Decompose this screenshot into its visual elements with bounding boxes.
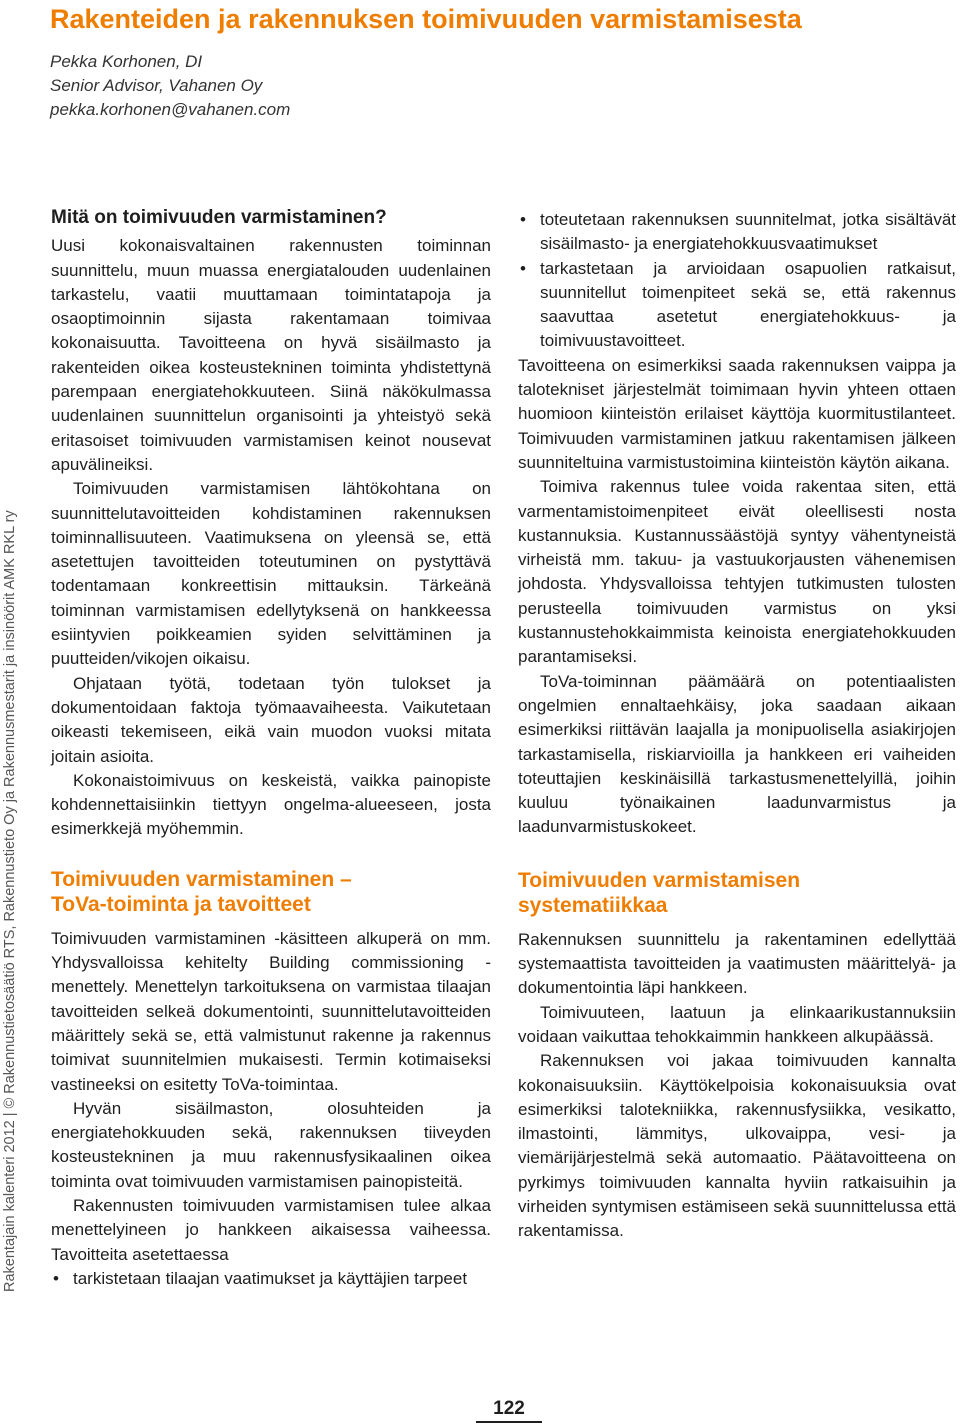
- left-column: [51, 206, 491, 1291]
- list-item: • toteutetaan rakennuksen suunnitelmat, jotka sisältävät sisäilmasto- ja energiatehokkuusvaatimukset: [518, 208, 956, 257]
- section-heading-2-line2: ToVa-toiminta ja tavoitteet: [51, 892, 311, 916]
- bullet-list-left: [51, 1267, 491, 1291]
- section-heading-2-line1: Toimivuuden varmistaminen –: [51, 867, 352, 891]
- author-email: pekka.korhonen@vahanen.com: [50, 100, 291, 119]
- right-column: [518, 208, 956, 1244]
- page-number: 122: [476, 1398, 542, 1423]
- paragraph-11: Rakennuksen suunnittelu ja rakentaminen edellyttää systemaattista tavoitteiden ja vaatimusten määrittelyä- ja dokumentointia läpi hankkeen.: [518, 929, 956, 998]
- paragraph-6: Hyvän sisäilmaston, olosuhteiden ja energiatehokkuuden sekä, rakennuksen tiiveyden kosteustekninen ja muu rakennusfysikaalinen oikea toiminta ovat toimivuuden varmistamisen painopisteitä.: [51, 1098, 491, 1191]
- paragraph-7: Rakennusten toimivuuden varmistamisen tulee alkaa menettelyineen jo hankkeen aikaisessa vaiheessa. Tavoitteita asetettaessa: [51, 1195, 491, 1264]
- paragraph-3: Ohjataan työtä, todetaan työn tulokset ja dokumentoidaan faktoja työmaavaiheesta. Vaikutetaan oikeasti tekemiseen, eikä vain muodon vuoksi mitata joitain asioita.: [51, 673, 491, 766]
- section-heading-1: Mitä on toimivuuden varmistaminen?: [51, 207, 387, 228]
- section-heading-2: [51, 867, 491, 917]
- author-block: [50, 50, 290, 122]
- paragraph-12: Toimivuuteen, laatuun ja elinkaarikustannuksiin voidaan vaikuttaa tehokkaimmin hankkeen alkupäässä.: [518, 1002, 956, 1046]
- paragraph-2: Toimivuuden varmistamisen lähtökohtana on suunnittelutavoitteiden kohdistaminen rakennuksen toiminnallisuuteen. Vaatimuksena on yleensä se, että asetettujen tavoitteiden toteutuminen on pystyttävä todentamaan konkreettisin mittauksin. Tärkeänä toiminnan varmistamisen edellytyksenä on hankkeessa esiintyvien poikkeamien syiden selvittäminen ja puutteiden/vikojen oikaisu.: [51, 479, 491, 669]
- paragraph-1: Uusi kokonaisvaltainen rakennusten toiminnan suunnittelu, muun muassa energiatalouden uudenlainen tarkastelu, vaatii muuttamaan toimintatapoja ja osaoptimoinnin sijasta rakentamaan toimivaa kokonaisuutta. Tavoitteena on hyvä sisäilmasto ja rakenteiden oikea kosteustekninen toiminta yhdistettynä parempaan energiatehokkuuteen. Siinä näkökulmassa uudenlainen suunnittelun organisointi ja yhteistyö sekä eritasoiset toimivuuden varmistamisen keinot nousevat apuvälineiksi.: [51, 236, 491, 474]
- paragraph-13: Rakennuksen voi jakaa toimivuuden kannalta kokonaisuuksiin. Käyttökelpoisia kokonaisuuksia ovat esimerkiksi talotekniikka, rakennusfysiikka, vesikatto, ilmastointi, lämmitys, ulkovaippa, vesi- ja viemärijärjestelmä sekä automaatio. Päätavoitteena on pyrkimys toimivuuden kannalta hyviin ratkaisuihin ja virheiden syntymisen estämiseen sekä suunnittelussa että rakentamissa.: [518, 1051, 956, 1241]
- section-heading-3: [518, 868, 956, 918]
- author-position: Senior Advisor, Vahanen Oy: [50, 76, 263, 95]
- paragraph-5: Toimivuuden varmistaminen -käsitteen alkuperä on mm. Yhdysvalloissa kehitelty Building commissioning -menettely. Menettelyn tarkoituksena on varmistaa tilaajan tavoitteiden selkeä dokumentointi, suunnittelutavoitteiden määrittely sekä se, että valmistunut rakenne ja rakennus toimivat suunnitelmien mukaisesti. Termin kotimaiseksi vastineeksi on esitetty ToVa-toimintaa.: [51, 928, 491, 1094]
- section-heading-3-line2: systematiikkaa: [518, 893, 668, 917]
- list-item: • tarkastetaan ja arvioidaan osapuolien ratkaisut, suunnitellut toimenpiteet sekä se, että rakennus saavuttaa asetetut energiatehokkuus- ja toimivuustavoitteet.: [518, 257, 956, 354]
- author-name: Pekka Korhonen, DI: [50, 52, 203, 71]
- side-credit: Rakentajain kalenteri 2012 | © Rakennustietosäätiö RTS, Rakennustieto Oy ja Rakennusmestarit ja insinöörit AMK RKL ry: [2, 510, 18, 1292]
- paragraph-4: Kokonaistoimivuus on keskeistä, vaikka painopiste kohdennettaisiinkin tiettyyn ongelma-alueeseen, josta esimerkkejä myöhemmin.: [51, 770, 491, 839]
- list-item: • tarkistetaan tilaajan vaatimukset ja käyttäjien tarpeet: [51, 1267, 491, 1291]
- section-heading-3-line1: Toimivuuden varmistamisen: [518, 868, 801, 892]
- bullet-list-right: [518, 208, 956, 354]
- paragraph-8: Tavoitteena on esimerkiksi saada rakennuksen vaippa ja talotekniset järjestelmät toimimaan hyvin yhteen ottaen huomioon kiinteistön erilaiset käyttöja kuormitustilanteet. Toimivuuden varmistaminen jatkuu rakentamisen jälkeen suunniteltuina varmistustoimina kiinteistön käytön aikana.: [518, 355, 956, 472]
- paragraph-9: Toimiva rakennus tulee voida rakentaa siten, että varmentamistoimenpiteet eivät oleellisesti nosta kustannuksia. Kustannussäästöjä syntyy vähentyneistä virheistä mm. takuu- ja vastuukorjausten vähenemisen johdosta. Yhdysvalloissa tehtyjen tutkimusten tulosten perusteella toimivuuden varmistus on yksi kustannustehokkaimmista keinoista energiatehokkuuden parantamiseksi.: [518, 477, 956, 667]
- paragraph-10: ToVa-toiminnan päämäärä on potentiaalisten ongelmien ennaltaehkäisy, joka saadaan aikaan esimerkiksi riittävän laajalla ja monipuolisella asiakirjojen tarkastamisella, riskiarvioilla ja hankkeen eri vaiheiden toteuttajien keskinäisillä tarkastusmenettelyillä, joihin kuuluu työnaikainen laadunvarmistus ja laadunvarmistuskokeet.: [518, 671, 956, 837]
- page-title: Rakenteiden ja rakennuksen toimivuuden varmistamisesta: [50, 4, 802, 34]
